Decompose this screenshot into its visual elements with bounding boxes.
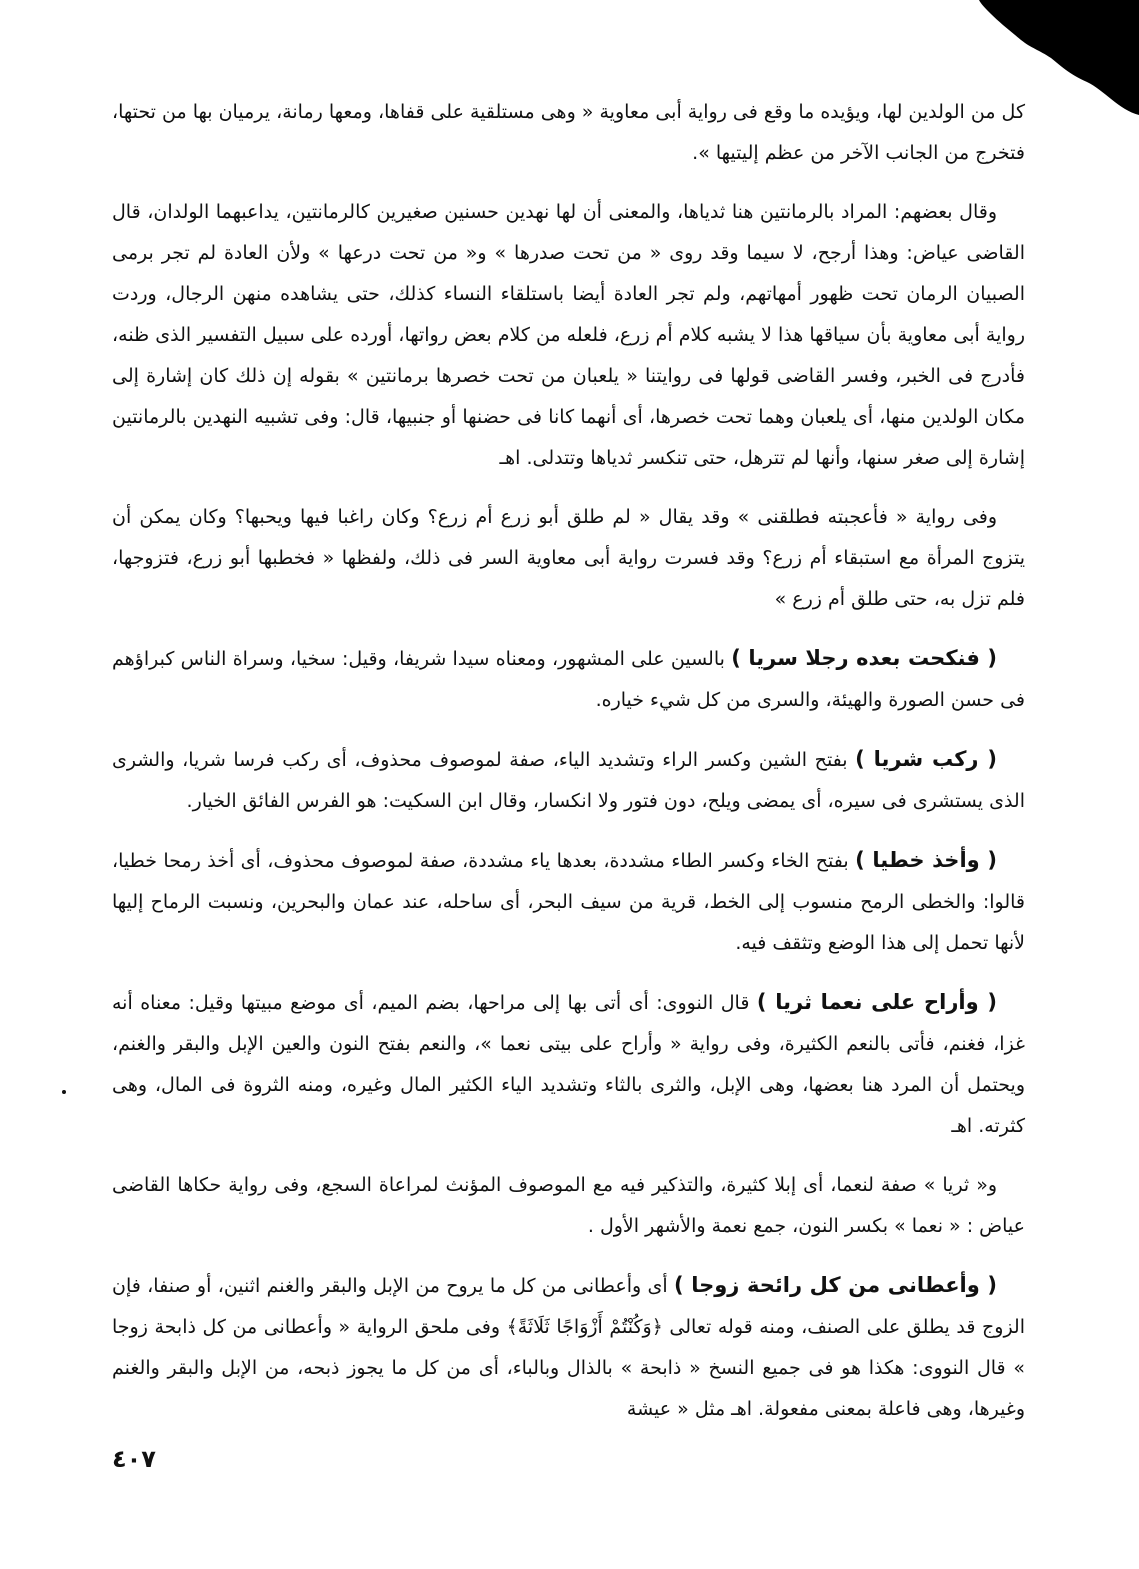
paragraph-text: وفى رواية « فأعجبته فطلقنى » وقد يقال « لم طلق أبو زرع أم زرع؟ وكان راغبا فيها ويحبها؟ وكان يمكن أن يتزوج المرأة مع استبقاء أم زرع؟ وقد فسرت رواية أبى معاوية السر فى ذلك، ولفظها « فخطبها أبو زرع، فتزوجها، فلم تزل به، حتى طلق أم زرع » <box>112 506 1025 610</box>
paragraph-text: بفتح الخاء وكسر الطاء مشددة، بعدها ياء مشددة، صفة لموصوف محذوف، أى أخذ رمحا خطيا، قالوا: والخطى الرمح منسوب إلى الخط، قرية من سيف البحر، أى ساحله، عند عمان والبحرين، ونسبت الرماح إليها لأنها تحمل إلى هذا الوضع وتثقف فيه. <box>112 850 1025 954</box>
paragraph-text: و« ثريا » صفة لنعما، أى إبلا كثيرة، والتذكير فيه مع الموصوف المؤنث لمراعاة السجع، وفى رواية حكاها القاضى عياض : « نعما » بكسر النون، جمع نعمة والأشهر الأول . <box>112 1174 1025 1237</box>
paragraph-lead-phrase: ( وأراح على نعما ثريا ) <box>756 990 998 1014</box>
paragraph-text: بالسين على المشهور، ومعناه سيدا شريفا، وقيل: سخيا، وسراة الناس كبراؤهم فى حسن الصورة والهيئة، والسرى من كل شيء خياره. <box>112 648 1025 711</box>
paragraph-7 <box>112 982 1025 1147</box>
paragraph-4 <box>112 638 1025 721</box>
paragraph-lead-phrase: ( فنكحت بعده رجلا سريا ) <box>731 646 998 670</box>
paragraph-lead-phrase: ( وأخذ خطيا ) <box>855 848 997 872</box>
paragraph-lead-phrase: ( ركب شريا ) <box>855 747 997 771</box>
paragraph-1 <box>112 92 1025 174</box>
paragraph-2 <box>112 192 1025 479</box>
stray-ink-dot <box>62 1090 66 1094</box>
paragraph-6 <box>112 840 1025 964</box>
paragraph-text: قال النووى: أى أتى بها إلى مراحها، بضم الميم، أى موضع مبيتها وقيل: معناه أنه غزا، فغنم، فأتى بالنعم الكثيرة، وفى رواية « وأراح على بيتى نعما »، والنعم بفتح النون والعين الإبل والبقر والغنم، ويحتمل أن المرد هنا بعضها، وهى الإبل، والثرى بالثاء وتشديد الياء الكثير المال وغيره، ومنه الثروة فى المال، وهى كثرته. اهـ <box>112 992 1025 1137</box>
page-number: ٤٠٧ <box>112 1445 156 1473</box>
paragraph-text: كل من الولدين لها، ويؤيده ما وقع فى رواية أبى معاوية « وهى مستلقية على قفاها، ومعها رمانة، يرميان بها من تحتها، فتخرج من الجانب الآخر من عظم إليتيها ». <box>112 101 1025 164</box>
page-text-body <box>112 92 1025 1448</box>
paragraph-text: أى وأعطانى من كل ما يروح من الإبل والبقر والغنم اثنين، أو صنفا، فإن الزوج قد يطلق على الصنف، ومنه قوله تعالى ﴿وَكُنْتُمْ أَزْوَاجًا ثَلَاثَةً﴾ وفى ملحق الرواية « وأعطانى من كل ذابحة زوجا » قال النووى: هكذا هو فى جميع النسخ « ذابحة » بالذال وبالباء، أى من كل ما يجوز ذبحه، من الإبل والبقر والغنم وغيرها، وهى فاعلة بمعنى مفعولة. اهـ مثل « عيشة <box>112 1275 1025 1420</box>
paragraph-text: وقال بعضهم: المراد بالرمانتين هنا ثدياها، والمعنى أن لها نهدين حسنين صغيرين كالرمانتين، يداعبهما الولدان، قال القاضى عياض: وهذا أرجح، لا سيما وقد روى « من تحت صدرها » و« من تحت درعها » ولأن العادة لم تجر برمى الصبيان الرمان تحت ظهور أمهاتهم، ولم تجر العادة أيضا باستلقاء النساء كذلك، حتى يشاهده منهن الرجال، وردت رواية أبى معاوية بأن سياقها هذا لا يشبه كلام أم زرع، فلعله من كلام بعض رواتها، أورده على سبيل التفسير الذى ظنه، فأدرج فى الخبر، وفسر القاضى قولها فى روايتنا « يلعبان من تحت خصرها برمانتين » بقوله إن ذلك كان إشارة إلى مكان الولدين منها، أى يلعبان وهما تحت خصرها، أى أنهما كانا فى حضنها أو جنبيها، قال: وفى تشبيه النهدين بالرمانتين إشارة إلى صغر سنها، وأنها لم تترهل، حتى تنكسر ثدياها وتتدلى. اهـ <box>112 201 1025 469</box>
paragraph-3 <box>112 497 1025 620</box>
paragraph-9 <box>112 1265 1025 1430</box>
paragraph-5 <box>112 739 1025 822</box>
paragraph-text: بفتح الشين وكسر الراء وتشديد الياء، صفة لموصوف محذوف، أى ركب فرسا شريا، والشرى الذى يستشرى فى سيره، أى يمضى ويلح، دون فتور ولا انكسار، وقال ابن السكيت: هو الفرس الفائق الخيار. <box>112 749 1025 812</box>
paragraph-lead-phrase: ( وأعطانى من كل رائحة زوجا ) <box>674 1273 997 1297</box>
paragraph-8 <box>112 1165 1025 1247</box>
